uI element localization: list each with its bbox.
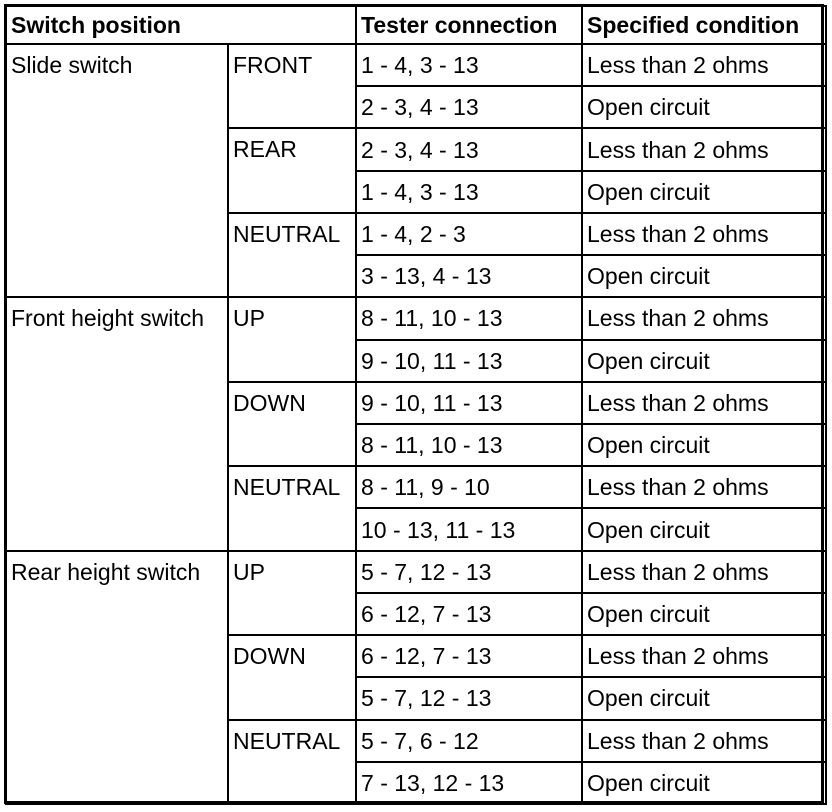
tester-connection-cell: 8 - 11, 9 - 10 [356, 466, 582, 508]
specified-condition-cell: Open circuit [582, 508, 826, 550]
tester-connection-cell: 5 - 7, 12 - 13 [356, 551, 582, 593]
tester-connection-cell: 1 - 4, 3 - 13 [356, 171, 582, 213]
tester-connection-cell: 1 - 4, 2 - 3 [356, 213, 582, 255]
tester-connection-cell: 6 - 12, 7 - 13 [356, 593, 582, 635]
position-cell: NEUTRAL [228, 720, 356, 805]
specified-condition-cell: Open circuit [582, 340, 826, 382]
specified-condition-cell: Open circuit [582, 424, 826, 466]
header-row [6, 6, 826, 44]
position-cell: NEUTRAL [228, 213, 356, 297]
switch-name-cell: Slide switch [6, 44, 228, 297]
tester-connection-cell: 9 - 10, 11 - 13 [356, 340, 582, 382]
tester-connection-cell: 6 - 12, 7 - 13 [356, 635, 582, 677]
switch-inspection-table [5, 5, 827, 805]
tester-connection-cell: 5 - 7, 6 - 12 [356, 720, 582, 762]
position-cell: FRONT [228, 44, 356, 128]
tester-connection-cell: 2 - 3, 4 - 13 [356, 86, 582, 128]
switch-name-cell: Rear height switch [6, 551, 228, 804]
position-cell: UP [228, 551, 356, 635]
tester-connection-cell: 8 - 11, 10 - 13 [356, 424, 582, 466]
tester-connection-cell: 2 - 3, 4 - 13 [356, 128, 582, 170]
tester-connection-cell: 9 - 10, 11 - 13 [356, 382, 582, 424]
specified-condition-cell: Less than 2 ohms [582, 635, 826, 677]
header-specified-condition: Specified condition [582, 6, 826, 44]
tester-connection-cell: 10 - 13, 11 - 13 [356, 508, 582, 550]
specified-condition-cell: Less than 2 ohms [582, 382, 826, 424]
tester-connection-cell: 7 - 13, 12 - 13 [356, 762, 582, 804]
table-body [6, 44, 826, 804]
tester-connection-cell: 3 - 13, 4 - 13 [356, 255, 582, 297]
position-cell: UP [228, 297, 356, 381]
table-row [6, 297, 826, 339]
position-cell: NEUTRAL [228, 466, 356, 550]
position-cell: REAR [228, 128, 356, 212]
specified-condition-cell: Open circuit [582, 171, 826, 213]
specified-condition-cell: Open circuit [582, 255, 826, 297]
specified-condition-cell: Open circuit [582, 762, 826, 804]
table-row [6, 44, 826, 86]
specified-condition-cell: Open circuit [582, 86, 826, 128]
specified-condition-cell: Less than 2 ohms [582, 297, 826, 339]
table-row [6, 551, 826, 593]
specified-condition-cell: Open circuit [582, 677, 826, 719]
position-cell: DOWN [228, 382, 356, 466]
tester-connection-cell: 1 - 4, 3 - 13 [356, 44, 582, 86]
specified-condition-cell: Less than 2 ohms [582, 466, 826, 508]
specified-condition-cell: Less than 2 ohms [582, 720, 826, 762]
tester-connection-cell: 5 - 7, 12 - 13 [356, 677, 582, 719]
specified-condition-cell: Less than 2 ohms [582, 44, 826, 86]
specified-condition-cell: Less than 2 ohms [582, 213, 826, 255]
header-switch-position: Switch position [6, 6, 356, 44]
specified-condition-cell: Less than 2 ohms [582, 551, 826, 593]
switch-name-cell: Front height switch [6, 297, 228, 550]
position-cell: DOWN [228, 635, 356, 719]
specified-condition-cell: Open circuit [582, 593, 826, 635]
header-tester-connection: Tester connection [356, 6, 582, 44]
tester-connection-cell: 8 - 11, 10 - 13 [356, 297, 582, 339]
specified-condition-cell: Less than 2 ohms [582, 128, 826, 170]
